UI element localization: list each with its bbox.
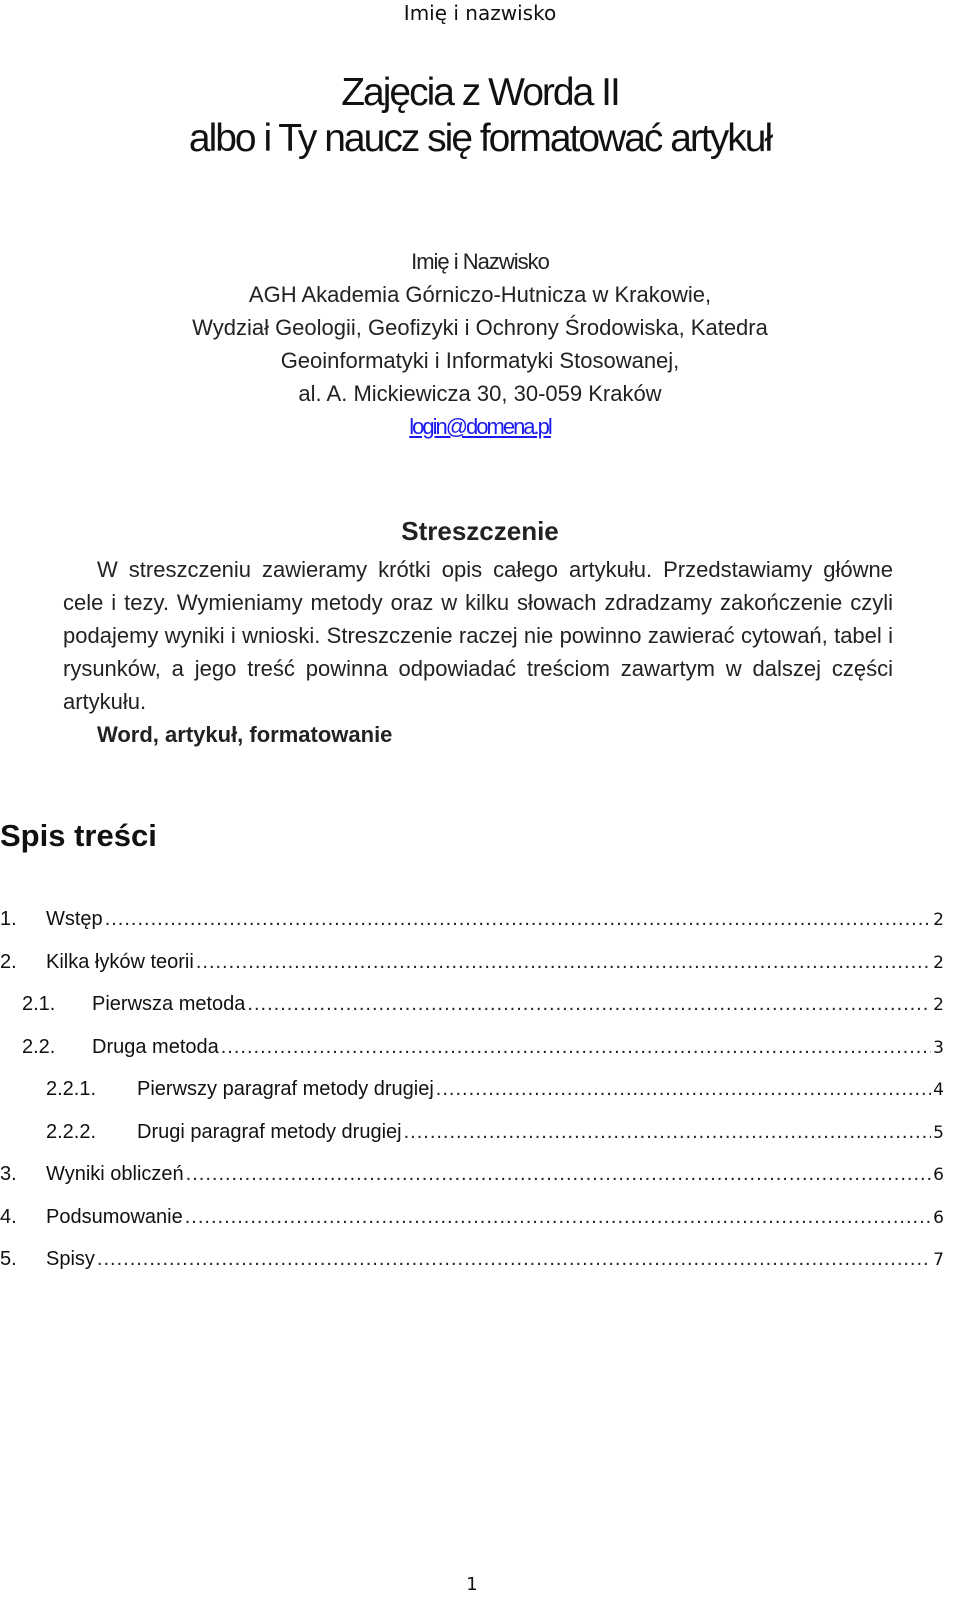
toc-dot-leader: [97, 1244, 931, 1274]
toc-entry-title: Wyniki obliczeń: [46, 1163, 184, 1185]
toc-entry-page: 2: [933, 910, 944, 930]
toc-entry-number: 2.: [0, 950, 17, 973]
toc-entry-title: Pierwszy paragraf metody drugiej: [137, 1078, 434, 1100]
toc-entry-title: Spisy: [46, 1248, 95, 1270]
toc-dot-leader: [185, 1202, 931, 1232]
toc-entry-2-2-1[interactable]: [0, 1074, 944, 1117]
toc-entry-title: Wstęp: [46, 908, 103, 930]
toc-dot-leader: [247, 989, 931, 1019]
affiliation-line-2: Wydział Geologii, Geofizyki i Ochrony Środowiska, Katedra: [192, 315, 768, 340]
toc-entry-title: Drugi paragraf metody drugiej: [137, 1120, 402, 1143]
running-header: Imię i nazwisko: [403, 1, 557, 25]
toc-entry-title: Druga metoda: [92, 1035, 219, 1058]
toc-dot-leader: [436, 1074, 931, 1104]
toc-entry-4[interactable]: [0, 1202, 944, 1245]
toc-entry-2-2-2[interactable]: [0, 1117, 944, 1160]
author-address: al. A. Mickiewicza 30, 30-059 Kraków: [298, 381, 662, 406]
toc-entry-title: Podsumowanie: [46, 1205, 183, 1228]
affiliation-line-1: AGH Akademia Górniczo-Hutnicza w Krakowie,: [248, 282, 712, 307]
toc-entry-2-1[interactable]: [0, 989, 944, 1032]
page-number: 1: [466, 1574, 478, 1595]
author-name: Imię i Nazwisko: [411, 249, 549, 274]
toc-entry-number: 2.2.2.: [46, 1120, 97, 1143]
toc-dot-leader: [105, 904, 931, 934]
author-email-link[interactable]: login@domena.pl: [409, 414, 551, 439]
toc-entry-number: 2.2.1.: [46, 1078, 97, 1100]
toc-entry-title: Kilka łyków teorii: [46, 950, 194, 973]
toc-entry-number: 1.: [0, 908, 17, 930]
toc-dot-leader: [221, 1032, 931, 1062]
toc-entry-number: 2.1.: [22, 993, 56, 1015]
toc-entry-page: 5: [933, 1122, 944, 1143]
toc-dot-leader: [404, 1117, 932, 1147]
toc-entry-number: 2.2.: [22, 1035, 56, 1058]
table-of-contents: [0, 904, 944, 1287]
toc-entry-page: 2: [933, 995, 944, 1015]
toc-dot-leader: [186, 1159, 932, 1189]
toc-entry-number: 4.: [0, 1205, 17, 1228]
toc-entry-page: 3: [933, 1037, 944, 1058]
toc-dot-leader: [196, 947, 931, 977]
toc-heading: Spis treści: [0, 818, 157, 853]
abstract-heading: Streszczenie: [401, 516, 559, 546]
toc-entry-page: 7: [933, 1250, 944, 1270]
toc-entry-page: 6: [933, 1165, 944, 1185]
toc-entry-1[interactable]: [0, 904, 944, 947]
toc-entry-page: 4: [933, 1080, 944, 1100]
toc-entry-2[interactable]: [0, 947, 944, 990]
article-title-line-2: albo i Ty naucz się formatować artykuł: [188, 117, 772, 160]
toc-entry-number: 3.: [0, 1163, 17, 1185]
keywords: Word, artykuł, formatowanie: [97, 722, 393, 747]
toc-entry-3[interactable]: [0, 1159, 944, 1202]
toc-entry-title: Pierwsza metoda: [92, 993, 246, 1015]
article-title-line-1: Zajęcia z Worda II: [341, 71, 619, 114]
article-title: [0, 70, 960, 162]
toc-entry-2-2[interactable]: [0, 1032, 944, 1075]
abstract-body: W streszczeniu zawieramy krótki opis całego artykułu. Przedstawiamy główne cele i tezy. Wymieniamy metody oraz w kilku słowach zdradzamy zakończenie czyli podajemy wyniki i wnioski. Streszczenie raczej nie powinno zawierać cytowań, tabel i rysunków, a jego treść powinna odpowiadać treściom zawartym w dalszej części artykułu.: [63, 557, 893, 714]
author-block: [0, 245, 960, 443]
toc-entry-page: 6: [933, 1207, 944, 1228]
toc-entry-number: 5.: [0, 1248, 17, 1270]
toc-entry-5[interactable]: [0, 1244, 944, 1287]
affiliation-line-3: Geoinformatyki i Informatyki Stosowanej,: [280, 348, 680, 373]
toc-entry-page: 2: [933, 952, 944, 973]
